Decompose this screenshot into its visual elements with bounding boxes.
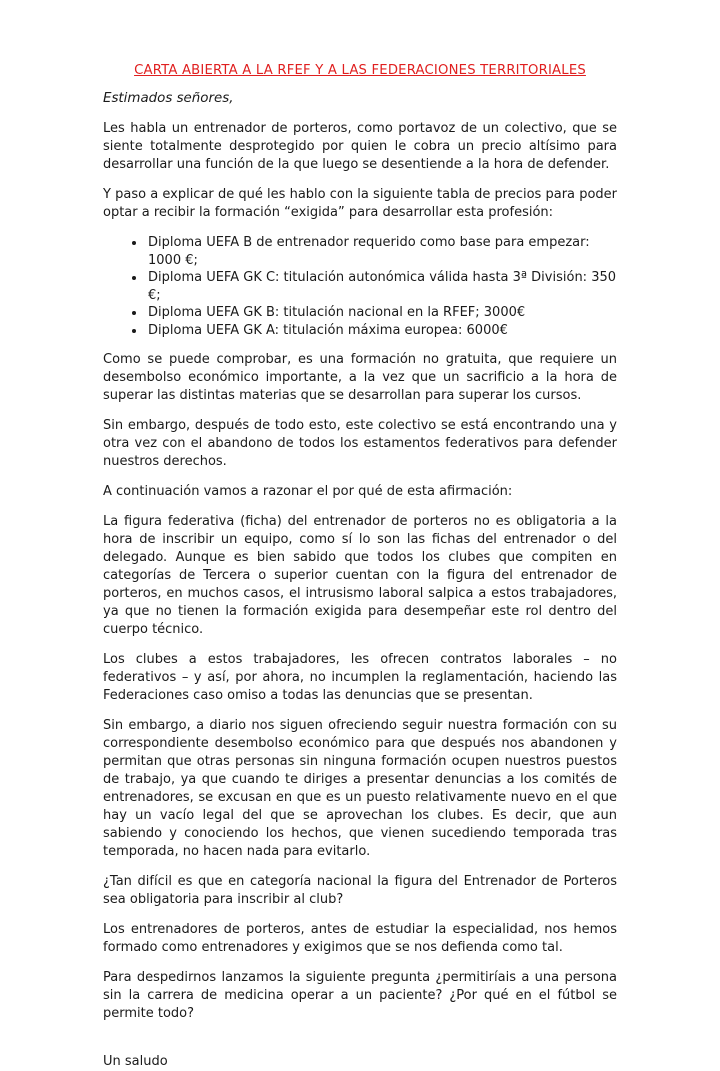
closing-line: Un saludo	[103, 1054, 168, 1069]
paragraph: Los entrenadores de porteros, antes de estudiar la especialidad, nos hemos formado como entrenadores y exigimos que se nos defienda como tal.	[103, 922, 617, 955]
price-list-item: • Diploma UEFA GK B: titulación nacional en la RFEF; 3000€	[146, 304, 617, 322]
paragraph-intro: Les habla un entrenador de porteros, como portavoz de un colectivo, que se siente totalmente desprotegido por quien le cobra un precio altísimo para desarrollar una función de la que luego se desentiende a la hora de defender.	[103, 121, 617, 172]
price-list-item: • Diploma UEFA GK A: titulación máxima europea: 6000€	[146, 322, 617, 340]
letter-title: CARTA ABIERTA A LA RFEF Y A LAS FEDERACIONES TERRITORIALES	[134, 63, 586, 78]
price-list	[103, 234, 617, 339]
paragraph: ¿Tan difícil es que en categoría nacional la figura del Entrenador de Porteros sea obligatoria para inscribir al club?	[103, 874, 617, 907]
paragraph: Para despedirnos lanzamos la siguiente pregunta ¿permitiríais a una persona sin la carrera de medicina operar a un paciente? ¿Por qué en el fútbol se permite todo?	[103, 970, 617, 1021]
paragraph: A continuación vamos a razonar el por qué de esta afirmación:	[103, 484, 513, 499]
paragraph-explain: Y paso a explicar de qué les hablo con la siguiente tabla de precios para poder optar a recibir la formación “exigida” para desarrollar esta profesión:	[103, 187, 617, 220]
salutation: Estimados señores,	[103, 91, 234, 106]
paragraph: La figura federativa (ficha) del entrenador de porteros no es obligatoria a la hora de inscribir un equipo, como sí lo son las fichas del entrenador o del delegado. Aunque es bien sabido que todos los clubes que compiten en categorías de Tercera o superior cuentan con la figura del entrenador de porteros, en muchos casos, el intrusismo laboral salpica a estos trabajadores, ya que no tienen la formación exigida para desempeñar este rol dentro del cuerpo técnico.	[103, 514, 617, 637]
letter-body	[103, 62, 617, 1071]
price-list-item: • Diploma UEFA B de entrenador requerido como base para empezar: 1000 €;	[146, 234, 617, 269]
price-list-item: • Diploma UEFA GK C: titulación autonómica válida hasta 3ª División: 350 €;	[146, 269, 617, 304]
paragraph: Los clubes a estos trabajadores, les ofrecen contratos laborales – no federativos – y así, por ahora, no incumplen la reglamentación, haciendo las Federaciones caso omiso a todas las denuncias que se presentan.	[103, 652, 617, 703]
paragraph: Sin embargo, a diario nos siguen ofreciendo seguir nuestra formación con su correspondiente desembolso económico para que después nos abandonen y permitan que otras personas sin ninguna formación ocupen nuestros puestos de trabajo, ya que cuando te diriges a presentar denuncias a los comités de entrenadores, se excusan en que es un puesto relativamente nuevo en el que hay un vacío legal del que se aprovechan los clubes. Es decir, que aun sabiendo y conociendo los hechos, que vienen sucediendo temporada tras temporada, no hacen nada para evitarlo.	[103, 718, 617, 859]
paragraph: Como se puede comprobar, es una formación no gratuita, que requiere un desembolso económico importante, a la vez que un sacrificio a la hora de superar las distintas materias que se desarrollan para superar los cursos.	[103, 352, 617, 403]
paragraph: Sin embargo, después de todo esto, este colectivo se está encontrando una y otra vez con el abandono de todos los estamentos federativos para defender nuestros derechos.	[103, 418, 617, 469]
